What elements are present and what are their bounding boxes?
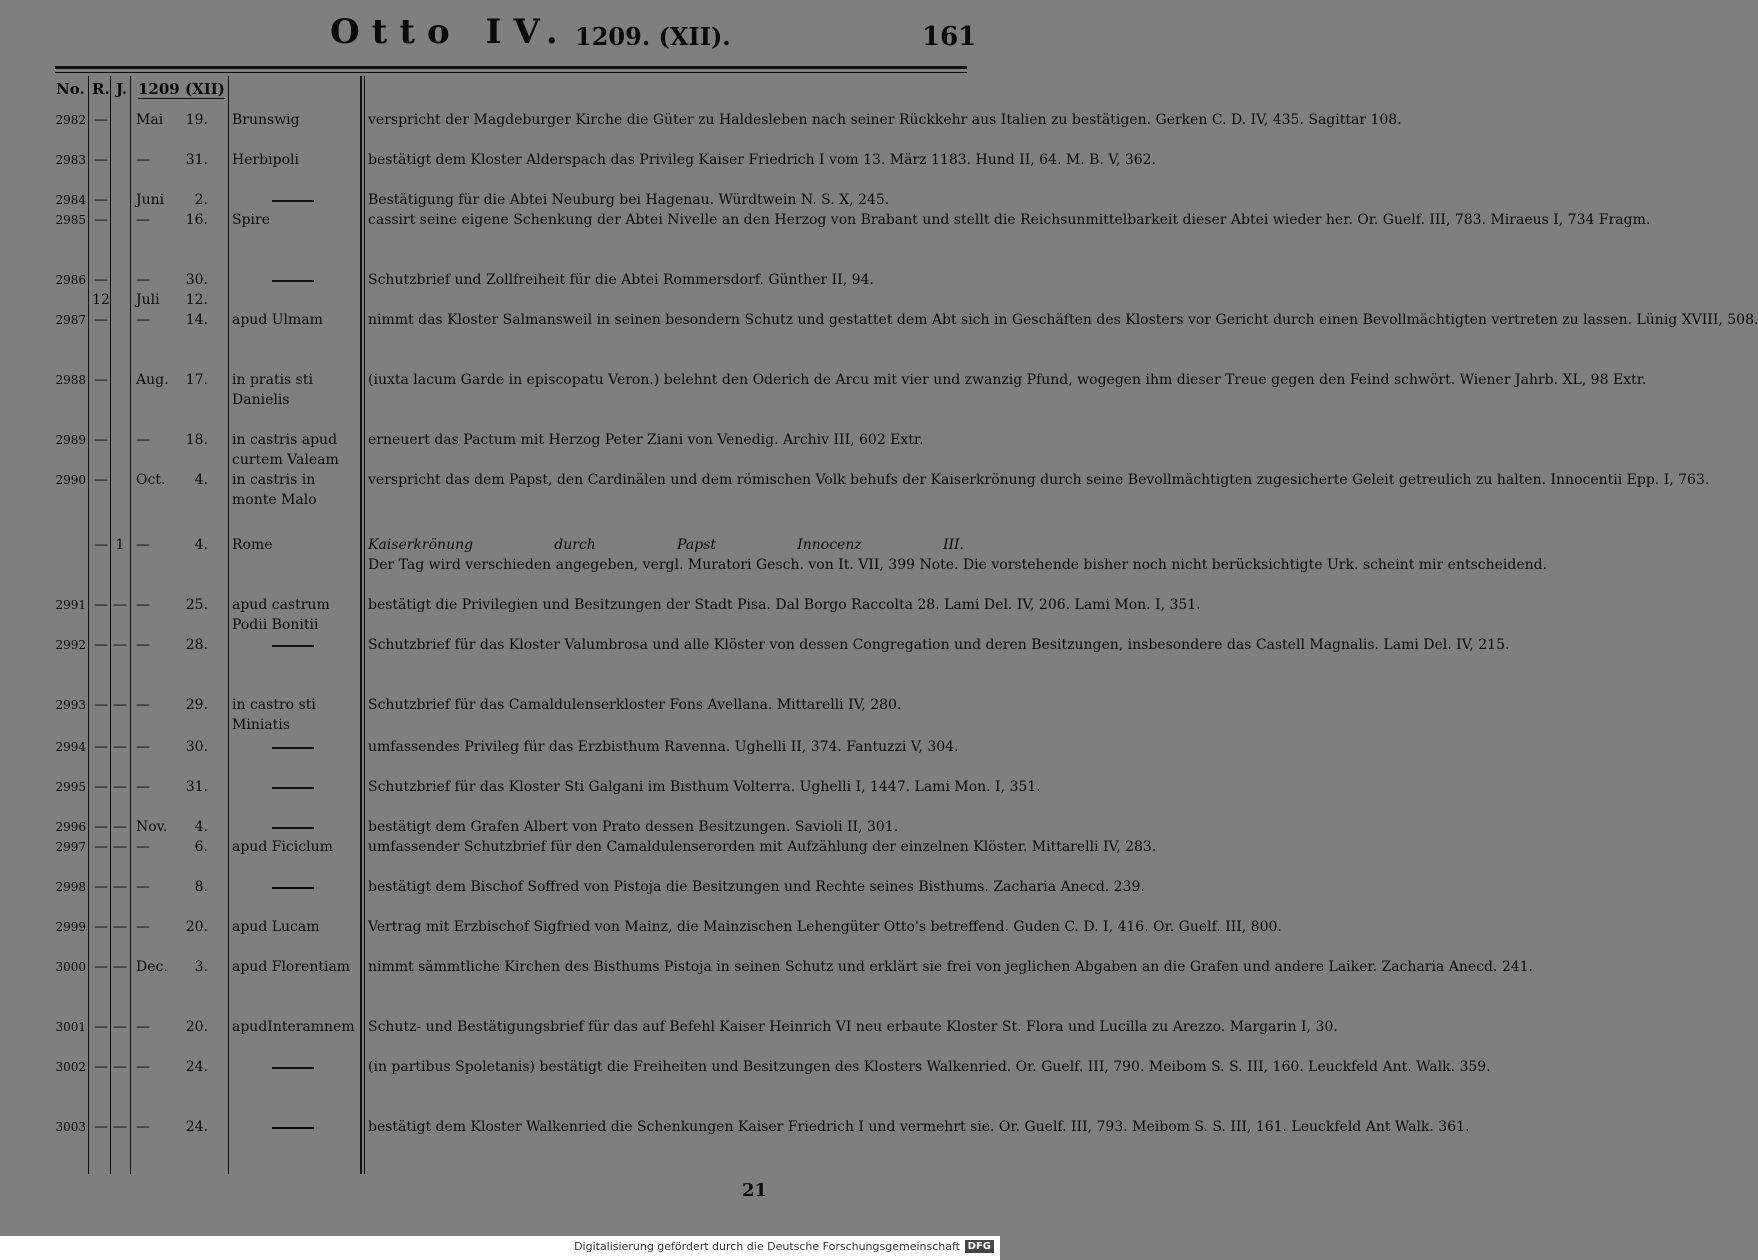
regesta-ref: — — [94, 839, 108, 855]
entry-month: — — [136, 739, 150, 755]
entry-text — [368, 917, 1282, 937]
entry-number: 2994 — [55, 740, 86, 754]
entry-text-body: (in partibus Spoletanis) bestätigt die Freiheiten und Besitzungen des Klosters Walkenried. Or. Guelf. III, 790. Meibom S. S. III, 160. Leuckfeld Ant. Walk. 359. — [368, 1059, 1491, 1075]
entry-day: 14. — [185, 312, 208, 328]
entry-month: Dec. — [136, 959, 168, 975]
entry-text-body: Schutzbrief und Zollfreiheit für die Abtei Rommersdorf. Günther II, 94. — [368, 272, 874, 288]
page-number: 161 — [922, 22, 977, 52]
entry-day: 4. — [194, 472, 208, 488]
entry-place: Spire — [232, 212, 271, 228]
entry-text-body: umfassendes Privileg für das Erzbisthum Ravenna. Ughelli II, 374. Fantuzzi V, 304. — [368, 739, 959, 755]
jahr-ref: — — [113, 597, 127, 613]
entry-number: 2993 — [55, 698, 86, 712]
entry-month: — — [136, 537, 150, 553]
entry-text — [368, 957, 1534, 977]
entry-number: 3002 — [55, 1060, 86, 1074]
regesta-ref: — — [94, 432, 108, 448]
entry-place: apud Ficiclum — [232, 839, 333, 855]
entry-number: 2985 — [55, 213, 86, 227]
entry-month: Oct. — [136, 472, 166, 488]
entry-month: — — [136, 919, 150, 935]
entry-number: 2986 — [55, 273, 86, 287]
column-divider — [110, 76, 111, 1174]
entry-place: Herbipoli — [232, 152, 299, 168]
entry-number: 2990 — [55, 473, 86, 487]
entry-text — [368, 535, 1548, 575]
entry-place: in castro sti Miniatis — [232, 697, 316, 733]
entry-day: 30. — [185, 272, 208, 288]
place-ditto-dash — [272, 1127, 314, 1129]
entry-month: — — [136, 879, 150, 895]
regesta-ref: — — [94, 879, 108, 895]
entry-place: apud castrum Podii Bonitii — [232, 597, 330, 633]
regesta-ref: — — [94, 212, 108, 228]
entry-day: 28. — [185, 637, 208, 653]
jahr-ref: — — [113, 879, 127, 895]
entry-month: — — [136, 779, 150, 795]
entry-text — [368, 190, 964, 210]
entry-day: 31. — [185, 779, 208, 795]
regesta-ref: — — [94, 372, 108, 388]
place-ditto-dash — [272, 747, 314, 749]
entry-day: 19. — [185, 112, 208, 128]
entry-month: Aug. — [136, 372, 169, 388]
entry-month: — — [136, 597, 150, 613]
entry-number: 2992 — [55, 638, 86, 652]
place-ditto-dash — [272, 887, 314, 889]
entry-text-body: erneuert das Pactum mit Herzog Peter Ziani von Venedig. Archiv III, 602 Extr. — [368, 432, 924, 448]
column-divider — [360, 76, 362, 1174]
dfg-logo-icon: DFG — [965, 1240, 994, 1253]
entry-place: in castris apud curtem Valeam — [232, 432, 339, 468]
entry-text-body: (iuxta lacum Garde in episcopatu Veron.) belehnt den Oderich de Arcu mit vier und zwanzig Pfund, wogegen ihm dieser Treue gegen den Feind schwört. Wiener Jahrb. XL, 98 Extr. — [368, 372, 1647, 388]
regesta-ref: 12 — [92, 292, 110, 308]
entry-place: in castris in monte Malo — [232, 472, 317, 508]
entry-month: — — [136, 152, 150, 168]
entry-place: apud Ulmam — [232, 312, 323, 328]
entry-text — [368, 1017, 1338, 1037]
entry-text-body: Der Tag wird verschieden angegeben, vergl. Muratori Gesch. von It. VII, 399 Note. Die vorstehende bisher noch nicht berücksichtigte Urk. scheint mir entscheidend. — [368, 557, 1548, 573]
jahr-ref: — — [113, 637, 127, 653]
entry-text-body: cassirt seine eigene Schenkung der Abtei Nivelle an den Herzog von Brabant und stellt die Reichsunmittelbarkeit dieser Abtei wieder her. Or. Guelf. III, 783. Miraeus I, 734 Fragm. — [368, 212, 1651, 228]
entry-text-body: bestätigt die Privilegien und Besitzungen der Stadt Pisa. Dal Borgo Raccolta 28. Lami Del. IV, 206. Lami Mon. I, 351. — [368, 597, 1201, 613]
entry-month: — — [136, 312, 150, 328]
jahr-ref: — — [113, 1019, 127, 1035]
entry-number: 2999 — [55, 920, 86, 934]
entry-text — [368, 817, 964, 837]
entry-text-body: bestätigt dem Kloster Alderspach das Privileg Kaiser Friedrich I vom 13. März 1183. Hund II, 64. M. B. V, 362. — [368, 152, 1157, 168]
entry-text — [368, 777, 1041, 797]
entry-text-body: bestätigt dem Kloster Walkenried die Schenkungen Kaiser Friedrich I und vermehrt sie. Or. Guelf. III, 793. Meibom S. S. III, 161. Leuckfeld Ant Walk. 361. — [368, 1119, 1470, 1135]
entry-number: 2997 — [55, 840, 86, 854]
entry-number: 3001 — [55, 1020, 86, 1034]
entry-text — [368, 370, 1647, 390]
entry-day: 18. — [185, 432, 208, 448]
entry-place: apud Lucam — [232, 919, 320, 935]
running-year: 1209. (XII). — [575, 22, 731, 51]
column-divider — [364, 76, 365, 1174]
entry-text — [368, 110, 1402, 130]
entry-day: 2. — [194, 192, 208, 208]
jahr-ref: — — [113, 1059, 127, 1075]
regesta-ref: — — [94, 959, 108, 975]
footer-credit: Digitalisierung gefördert durch die Deutsche Forschungsgemeinschaft — [574, 1240, 960, 1253]
entry-text — [368, 210, 1651, 230]
entry-day: 4. — [194, 537, 208, 553]
entry-text-body: Vertrag mit Erzbischof Sigfried von Mainz, die Mainzischen Lehengüter Otto's betreffend. Guden C. D. I, 416. Or. Guelf. III, 800. — [368, 919, 1282, 935]
entry-month: — — [136, 1019, 150, 1035]
regesta-ref: — — [94, 152, 108, 168]
entry-month: — — [136, 1059, 150, 1075]
entry-text — [368, 877, 1145, 897]
place-ditto-dash — [272, 645, 314, 647]
column-divider — [88, 76, 89, 1174]
column-divider — [130, 76, 131, 1174]
entry-number: 2987 — [55, 313, 86, 327]
regesta-ref: — — [94, 919, 108, 935]
column-header-date: 1209 (XII) — [138, 80, 225, 98]
digitization-footer — [0, 1236, 1000, 1260]
entry-month: Juni — [136, 192, 165, 208]
place-ditto-dash — [272, 1067, 314, 1069]
entry-day: 30. — [185, 739, 208, 755]
entry-text — [368, 695, 964, 715]
entry-number: 2998 — [55, 880, 86, 894]
jahr-ref: — — [113, 919, 127, 935]
entry-text-italic: Kaiserkrönung durch Papst Innocenz III. — [368, 537, 964, 553]
entry-text — [368, 270, 964, 290]
entry-number: 2989 — [55, 433, 86, 447]
jahr-ref: — — [113, 739, 127, 755]
entry-text-body: bestätigt dem Grafen Albert von Prato dessen Besitzungen. Savioli II, 301. — [368, 819, 899, 835]
entry-day: 31. — [185, 152, 208, 168]
entry-month: Juli — [136, 292, 160, 308]
jahr-ref: — — [113, 1119, 127, 1135]
entry-day: 29. — [185, 697, 208, 713]
entry-text-body: verspricht das dem Papst, den Cardinälen und dem römischen Volk behufs der Kaiserkrönung durch seine Bevollmächtigten zugesicherte Geleit getreulich zu halten. Innocentii Epp. I, 763. — [368, 472, 1710, 488]
entry-text-body: Schutzbrief für das Camaldulenserkloster Fons Avellana. Mittarelli IV, 280. — [368, 697, 902, 713]
regesta-ref: — — [94, 1019, 108, 1035]
regesta-ref: — — [94, 597, 108, 613]
entry-number: 2996 — [55, 820, 86, 834]
place-ditto-dash — [272, 787, 314, 789]
place-ditto-dash — [272, 827, 314, 829]
regesta-ref: — — [94, 112, 108, 128]
entry-day: 20. — [185, 919, 208, 935]
running-title: Otto IV. — [330, 12, 570, 52]
entry-text — [368, 310, 1758, 330]
entry-day: 4. — [194, 819, 208, 835]
entry-month: Nov. — [136, 819, 168, 835]
entry-day: 17. — [185, 372, 208, 388]
entry-month: — — [136, 1119, 150, 1135]
regesta-ref: — — [94, 1059, 108, 1075]
entry-place: apud Florentiam — [232, 959, 351, 975]
entry-number: 2991 — [55, 598, 86, 612]
entry-number: 3000 — [55, 960, 86, 974]
entry-text — [368, 1057, 1491, 1077]
column-header-r: R. — [92, 80, 110, 98]
entry-number: 2983 — [55, 153, 86, 167]
place-ditto-dash — [272, 200, 314, 202]
entry-month: — — [136, 697, 150, 713]
entry-place: Rome — [232, 537, 273, 553]
entry-month: — — [136, 272, 150, 288]
entry-text-body: nimmt sämmtliche Kirchen des Bisthums Pistoja in seinen Schutz und erklärt sie frei von jeglichen Abgaben an die Grafen und andere Laiker. Zacharia Anecd. 241. — [368, 959, 1534, 975]
entry-number: 3003 — [55, 1120, 86, 1134]
entry-text-body: Bestätigung für die Abtei Neuburg bei Hagenau. Würdtwein N. S. X, 245. — [368, 192, 890, 208]
regesta-ref: — — [94, 697, 108, 713]
entry-text — [368, 837, 1157, 857]
entry-day: 25. — [185, 597, 208, 613]
entry-number: 2988 — [55, 373, 86, 387]
entry-month: — — [136, 839, 150, 855]
regesta-ref: — — [94, 637, 108, 653]
jahr-ref: — — [113, 779, 127, 795]
place-ditto-dash — [272, 280, 314, 282]
jahr-ref: 1 — [115, 537, 125, 553]
jahr-ref: — — [113, 819, 127, 835]
entry-day: 8. — [194, 879, 208, 895]
entry-day: 16. — [185, 212, 208, 228]
jahr-ref: — — [113, 839, 127, 855]
regesta-ref: — — [94, 192, 108, 208]
entry-text — [368, 635, 1510, 655]
entry-day: 24. — [185, 1119, 208, 1135]
column-divider — [228, 76, 229, 1174]
entry-day: 20. — [185, 1019, 208, 1035]
entry-place: in pratis sti Danielis — [232, 372, 313, 408]
regesta-ref: — — [94, 819, 108, 835]
entry-text — [368, 595, 1201, 615]
entry-text — [368, 1117, 1470, 1137]
regesta-ref: — — [94, 1119, 108, 1135]
entry-text-body: Schutz- und Bestätigungsbrief für das auf Befehl Kaiser Heinrich VI neu erbaute Kloster St. Flora und Lucilla zu Arezzo. Margarin I, 30. — [368, 1019, 1338, 1035]
entry-month: Mai — [136, 112, 164, 128]
regesta-ref: — — [94, 537, 108, 553]
regesta-ref: — — [94, 779, 108, 795]
page-header — [0, 0, 1000, 64]
regesta-ref: — — [94, 472, 108, 488]
entry-month: — — [136, 212, 150, 228]
entry-text-body: Schutzbrief für das Kloster Valumbrosa und alle Klöster von dessen Congregation und deren Besitzungen, insbesondere das Castell Magnalis. Lami Del. IV, 215. — [368, 637, 1510, 653]
entry-day: 24. — [185, 1059, 208, 1075]
entry-day: 6. — [194, 839, 208, 855]
regesta-ref: — — [94, 272, 108, 288]
entry-place: apudInteramnem — [232, 1019, 355, 1035]
entry-text-body: verspricht der Magdeburger Kirche die Güter zu Haldesleben nach seiner Rückkehr aus Italien zu bestätigen. Gerken C. D. IV, 435. Sagittar 108. — [368, 112, 1402, 128]
header-rule — [55, 66, 967, 69]
entry-number: 2982 — [55, 113, 86, 127]
header-rule-thin — [55, 72, 967, 73]
jahr-ref: — — [113, 959, 127, 975]
entry-month: — — [136, 637, 150, 653]
entry-day: 3. — [194, 959, 208, 975]
entry-text — [368, 150, 1157, 170]
entry-text-body: umfassender Schutzbrief für den Camaldulenserorden mit Aufzählung der einzelnen Klöster. Mittarelli IV, 283. — [368, 839, 1157, 855]
entry-month: — — [136, 432, 150, 448]
entry-text — [368, 470, 1710, 490]
entry-number: 2995 — [55, 780, 86, 794]
entry-day: 12. — [185, 292, 208, 308]
column-header-no: No. — [56, 80, 85, 98]
signature-mark: 21 — [742, 1180, 768, 1201]
entry-text-body: nimmt das Kloster Salmansweil in seinen besondern Schutz und gestattet dem Abt sich in Geschäften des Klosters vor Gericht durch einen Bevollmächtigten vertreten zu lassen. Lünig XVIII, 508. — [368, 312, 1758, 328]
column-header-j: J. — [116, 80, 128, 98]
regesta-ref: — — [94, 739, 108, 755]
entry-number: 2984 — [55, 193, 86, 207]
jahr-ref: — — [113, 697, 127, 713]
entry-place: Brunswig — [232, 112, 300, 128]
regesta-ref: — — [94, 312, 108, 328]
entry-text — [368, 737, 964, 757]
entry-text-body: Schutzbrief für das Kloster Sti Galgani im Bisthum Volterra. Ughelli I, 1447. Lami Mon. I, 351. — [368, 779, 1041, 795]
entry-text — [368, 430, 964, 450]
entry-text-body: bestätigt dem Bischof Soffred von Pistoja die Besitzungen und Rechte seines Bisthums. Zacharia Anecd. 239. — [368, 879, 1145, 895]
